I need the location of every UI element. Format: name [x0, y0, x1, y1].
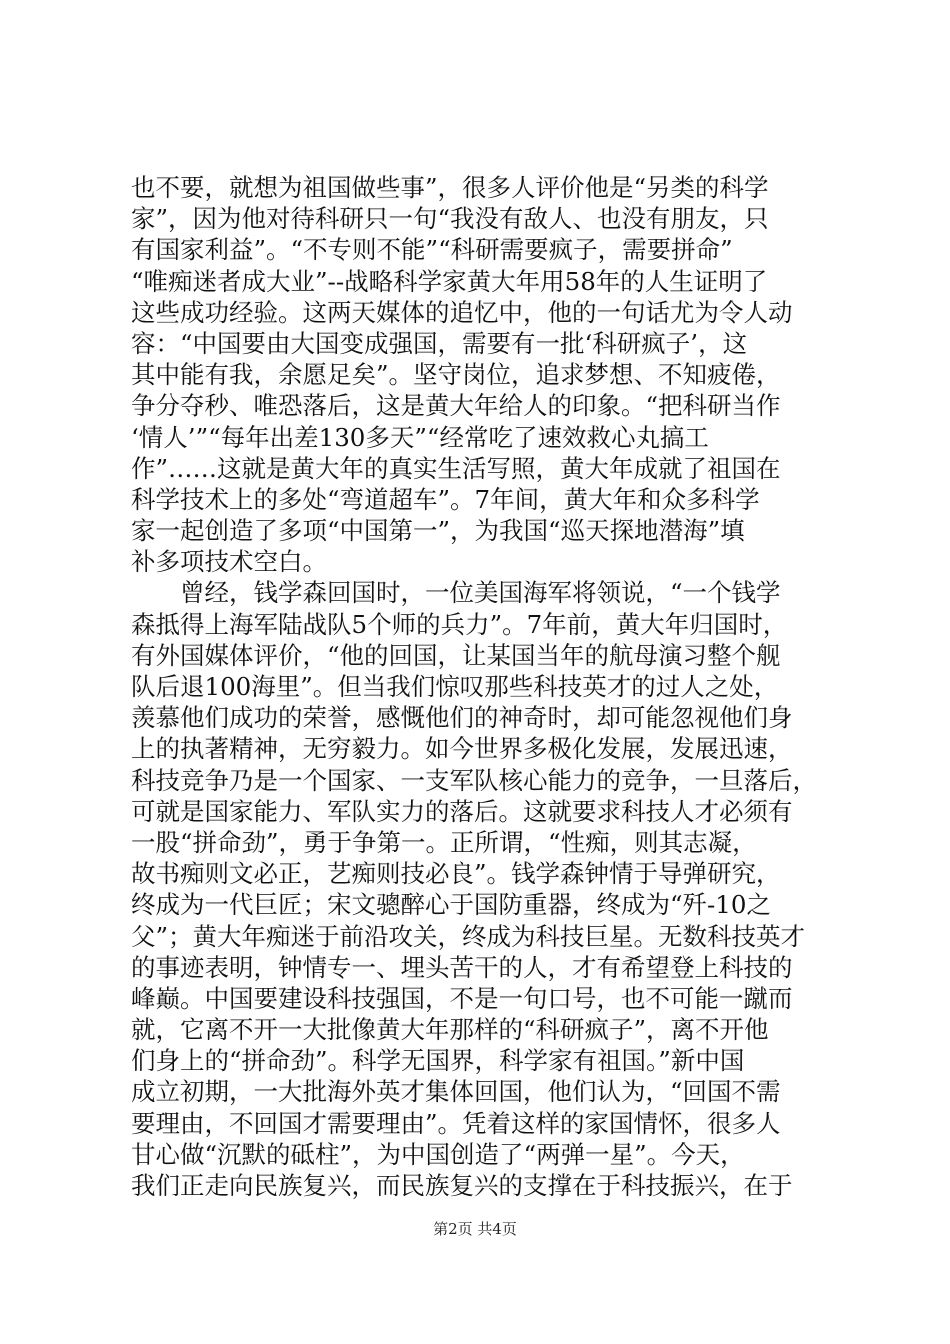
text-line: 上的执著精神，无穷毅力。如今世界多极化发展，发展迅速， — [131, 734, 793, 764]
text-line: 父”；黄大年痴迷于前沿攻关，终成为科技巨星。无数科技英才 — [131, 921, 806, 951]
text-line: 森抵得上海军陆战队5个师的兵力”。7年前，黄大年归国时， — [131, 609, 788, 639]
text-line: 我们正走向民族复兴，而民族复兴的支撑在于科技振兴，在于 — [131, 1171, 793, 1200]
text-line: 成立初期，一大批海外英才集体回国，他们认为，“回国不需 — [131, 1077, 781, 1107]
text-line: 峰巅。中国要建设科技强国，不是一句口号，也不可能一蹴而 — [131, 983, 793, 1013]
text-line: 容：“中国要由大国变成强国，需要有一批‘科研疯子’，这 — [131, 328, 748, 358]
text-line: 一股“拼命劲”，勇于争第一。正所谓，“性痴，则其志凝， — [131, 827, 757, 857]
text-line: 其中能有我，余愿足矣”。坚守岗位，追求梦想、不知疲倦， — [131, 360, 781, 390]
text-line: 曾经，钱学森回国时，一位美国海军将领说，“一个钱学 — [131, 578, 781, 608]
text-line: 科技竞争乃是一个国家、一支军队核心能力的竞争，一旦落后， — [131, 765, 817, 795]
text-line: 就，它离不开一大批像黄大年那样的“科研疯子”，离不开他 — [131, 1015, 769, 1045]
page-number-footer: 第2页 共4页 — [433, 1220, 517, 1238]
text-line: 的事迹表明，钟情专一、埋头苦干的人，才有希望登上科技的 — [131, 952, 793, 982]
text-line: 故书痴则文必正，艺痴则技必良”。钱学森钟情于导弹研究， — [131, 859, 781, 889]
text-line: 补多项技术空白。 — [131, 547, 327, 577]
text-line: 这些成功经验。这两天媒体的追忆中，他的一句话尤为令人动 — [131, 297, 793, 327]
body-text — [131, 172, 823, 1201]
text-line: 队后退100海里”。但当我们惊叹那些科技英才的过人之处， — [131, 672, 779, 701]
text-line: ‘情人’”“每年出差130多天”“经常吃了速效救心丸搞工 — [131, 422, 709, 452]
text-line: 羡慕他们成功的荣誉，感慨他们的神奇时，却可能忽视他们身 — [131, 703, 793, 733]
text-line: 有外国媒体评价，“他的回国，让某国当年的航母演习整个舰 — [131, 640, 781, 670]
text-line: 也不要，就想为祖国做些事”，很多人评价他是“另类的科学 — [131, 173, 769, 202]
text-line: 甘心做“沉默的砥柱”，为中国创造了“两弹一星”。今天， — [131, 1139, 745, 1169]
text-line: 争分夺秒、唯恐落后，这是黄大年给人的印象。“把科研当作 — [131, 391, 781, 421]
text-line: 作”……这就是黄大年的真实生活写照，黄大年成就了祖国在 — [131, 453, 781, 483]
text-line: 家一起创造了多项“中国第一”，为我国“巡天探地潜海”填 — [131, 516, 745, 546]
text-line: 家”，因为他对待科研只一句“我没有敌人、也没有朋友，只 — [131, 204, 769, 234]
text-line: 要理由，不回国才需要理由”。凭着这样的家国情怀，很多人 — [131, 1108, 781, 1138]
text-line: 有国家利益”。“不专则不能”“科研需要疯子，需要拼命” — [131, 235, 733, 265]
text-line: “唯痴迷者成大业”--战略科学家黄大年用58年的人生证明了 — [131, 266, 768, 296]
text-line: 可就是国家能力、军队实力的落后。这就要求科技人才必须有 — [131, 796, 793, 826]
text-line: 们身上的“拼命劲”。科学无国界，科学家有祖国。”新中国 — [131, 1046, 745, 1076]
text-line: 科学技术上的多处“弯道超车”。7年间，黄大年和众多科学 — [131, 484, 760, 514]
text-line: 终成为一代巨匠；宋文骢醉心于国防重器，终成为“歼-10之 — [131, 890, 771, 920]
